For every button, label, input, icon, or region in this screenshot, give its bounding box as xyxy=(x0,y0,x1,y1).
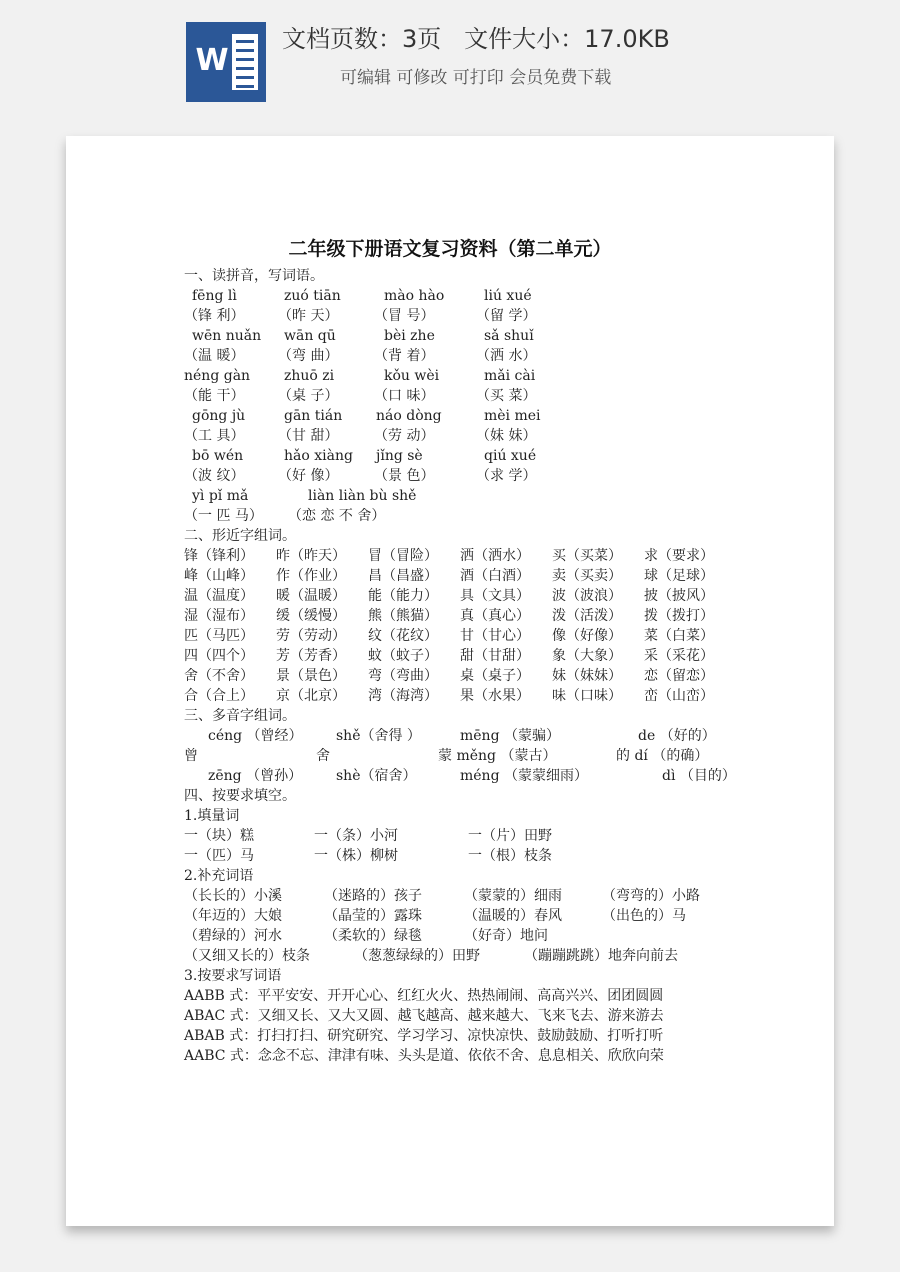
polyphone-word: 蒙 měng （蒙古） xyxy=(438,748,557,764)
pinyin: wēn nuǎn xyxy=(192,328,262,344)
pinyin: mào hào xyxy=(384,288,445,304)
phrase: （出色的）马 xyxy=(602,908,686,924)
word: （桌 子） xyxy=(278,388,339,404)
phrase: （又细又长的）枝条 xyxy=(184,948,310,964)
pinyin-row xyxy=(184,406,724,426)
word: （冒 号） xyxy=(374,308,435,324)
pinyin: kǒu wèi xyxy=(384,368,440,384)
word-pattern-line: ABAB 式：打扫打扫、研究研究、学习学习、凉快凉快、鼓励鼓励、打听打听 xyxy=(184,1028,664,1044)
pinyin: néng gàn xyxy=(184,368,251,384)
section-heading: 四、按要求填空。 xyxy=(184,788,296,804)
similar-char-word: 妹（妹妹） xyxy=(552,668,622,684)
pinyin-row xyxy=(184,486,724,506)
pinyin-row xyxy=(184,286,724,306)
similar-char-word: 真（真心） xyxy=(460,608,530,624)
similar-char-word: 泼（活泼） xyxy=(552,608,622,624)
pinyin-row xyxy=(184,446,724,466)
similar-char-word: 劳（劳动） xyxy=(276,628,346,644)
similar-char-row xyxy=(184,666,724,686)
word-row xyxy=(184,386,724,406)
phrase: （葱葱绿绿的）田野 xyxy=(354,948,480,964)
similar-char-word: 能（能力） xyxy=(368,588,438,604)
polyphone-row xyxy=(184,726,724,746)
similar-char-word: 景（景色） xyxy=(276,668,346,684)
similar-char-word: 恋（留恋） xyxy=(644,668,714,684)
similar-char-word: 舍（不舍） xyxy=(184,668,254,684)
polyphone-row xyxy=(184,766,736,786)
pinyin: jǐng sè xyxy=(376,448,423,464)
measure-word-row xyxy=(184,846,724,866)
phrase-row xyxy=(184,886,724,906)
similar-char-word: 弯（弯曲） xyxy=(368,668,438,684)
similar-char-row xyxy=(184,606,724,626)
similar-char-row xyxy=(184,546,724,566)
similar-char-word: 像（好像） xyxy=(552,628,622,644)
phrase: （蒙蒙的）细雨 xyxy=(464,888,562,904)
pinyin: náo dòng xyxy=(376,408,442,424)
similar-char-word: 味（口味） xyxy=(552,688,622,704)
word: （劳 动） xyxy=(374,428,435,444)
word: （求 学） xyxy=(476,468,537,484)
pinyin: hǎo xiàng xyxy=(284,448,353,464)
polyphone-char: 舍 xyxy=(316,748,330,764)
phrase-row xyxy=(184,946,724,966)
similar-char-row xyxy=(184,566,724,586)
word-row xyxy=(184,306,724,326)
similar-char-word: 采（采花） xyxy=(644,648,714,664)
pinyin: liàn liàn bù shě xyxy=(308,488,417,504)
pinyin: wān qū xyxy=(284,328,336,344)
similar-char-word: 卖（买卖） xyxy=(552,568,622,584)
word-letter: W xyxy=(192,38,232,84)
similar-char-word: 京（北京） xyxy=(276,688,346,704)
polyphone-word: shè（宿舍） xyxy=(336,768,417,784)
pinyin: bō wén xyxy=(192,448,244,464)
similar-char-word: 锋（锋利） xyxy=(184,548,254,564)
polyphone-word: 的 dí （的确） xyxy=(616,748,709,764)
word: （工 具） xyxy=(184,428,245,444)
polyphone-word: méng （蒙蒙细雨） xyxy=(460,768,588,784)
similar-char-word: 洒（洒水） xyxy=(460,548,530,564)
word-row xyxy=(184,346,724,366)
word-row xyxy=(184,426,724,446)
similar-char-word: 昨（昨天） xyxy=(276,548,346,564)
word-row xyxy=(184,466,724,486)
phrase: （弯弯的）小路 xyxy=(602,888,700,904)
phrase: （温暖的）春风 xyxy=(464,908,562,924)
similar-char-word: 暖（温暖） xyxy=(276,588,346,604)
word: （口 味） xyxy=(374,388,435,404)
subsection-heading: 1.填量词 xyxy=(184,808,240,824)
phrase: （晶莹的）露珠 xyxy=(324,908,422,924)
word: （一 匹 马） xyxy=(184,508,263,524)
phrase: （好奇）地问 xyxy=(464,928,548,944)
document-title: 二年级下册语文复习资料（第二单元） xyxy=(288,238,612,260)
polyphone-row xyxy=(184,746,724,766)
word-pattern-line: AABB 式：平平安安、开开心心、红红火火、热热闹闹、高高兴兴、团团圆圆 xyxy=(184,988,664,1004)
pinyin: zuó tiān xyxy=(284,288,341,304)
similar-char-word: 求（要求） xyxy=(644,548,714,564)
pinyin: mǎi cài xyxy=(484,368,536,384)
similar-char-word: 合（合上） xyxy=(184,688,254,704)
measure-word: 一（根）枝条 xyxy=(468,848,552,864)
similar-char-word: 冒（冒险） xyxy=(368,548,438,564)
word: （洒 水） xyxy=(476,348,537,364)
measure-word: 一（条）小河 xyxy=(314,828,398,844)
polyphone-word: de （好的） xyxy=(638,728,716,744)
measure-word-row xyxy=(184,826,724,846)
document-meta-subtitle: 可编辑 可修改 可打印 会员免费下载 xyxy=(340,68,612,88)
similar-char-word: 甘（甘心） xyxy=(460,628,530,644)
document-page xyxy=(66,136,834,1226)
measure-word: 一（片）田野 xyxy=(468,828,552,844)
word: （能 干） xyxy=(184,388,245,404)
polyphone-word: shě（舍得 ） xyxy=(336,728,421,744)
word: （买 菜） xyxy=(476,388,537,404)
polyphone-char: 曾 xyxy=(184,748,198,764)
word: （昨 天） xyxy=(278,308,339,324)
phrase: （长长的）小溪 xyxy=(184,888,282,904)
similar-char-word: 甜（甘甜） xyxy=(460,648,530,664)
subsection-heading: 2.补充词语 xyxy=(184,868,254,884)
phrase: （碧绿的）河水 xyxy=(184,928,282,944)
word-pattern-line: AABC 式：念念不忘、津津有味、头头是道、依依不舍、息息相关、欣欣向荣 xyxy=(184,1048,664,1064)
similar-char-word: 峦（山峦） xyxy=(644,688,714,704)
section-heading: 三、多音字组词。 xyxy=(184,708,296,724)
similar-char-word: 熊（熊猫） xyxy=(368,608,438,624)
similar-char-word: 波（波浪） xyxy=(552,588,622,604)
polyphone-word: dì （目的） xyxy=(662,768,736,784)
pinyin: liú xué xyxy=(484,288,532,304)
similar-char-word: 具（文具） xyxy=(460,588,530,604)
pinyin: fēng lì xyxy=(192,288,237,304)
similar-char-word: 温（温度） xyxy=(184,588,254,604)
document-meta-title: 文档页数：3页 文件大小：17.0KB xyxy=(282,25,670,53)
word: （温 暖） xyxy=(184,348,245,364)
word: （景 色） xyxy=(374,468,435,484)
word-row xyxy=(184,506,724,526)
similar-char-word: 匹（马匹） xyxy=(184,628,254,644)
pinyin: sǎ shuǐ xyxy=(484,328,534,344)
word: （锋 利） xyxy=(184,308,245,324)
pinyin-row xyxy=(184,326,724,346)
polyphone-word: mēng （蒙骗） xyxy=(460,728,560,744)
similar-char-word: 作（作业） xyxy=(276,568,346,584)
similar-char-word: 果（水果） xyxy=(460,688,530,704)
word: （留 学） xyxy=(476,308,537,324)
pinyin: gōng jù xyxy=(192,408,246,424)
similar-char-word: 桌（桌子） xyxy=(460,668,530,684)
word: （恋 恋 不 舍） xyxy=(288,508,386,524)
polyphone-word: zēng （曾孙） xyxy=(208,768,303,784)
phrase: （蹦蹦跳跳）地奔向前去 xyxy=(524,948,678,964)
pinyin: gān tián xyxy=(284,408,343,424)
word-document-icon xyxy=(186,22,266,102)
subsection-heading: 3.按要求写词语 xyxy=(184,968,282,984)
similar-char-word: 湿（湿布） xyxy=(184,608,254,624)
pinyin: bèi zhe xyxy=(384,328,435,344)
similar-char-word: 拨（拨打） xyxy=(644,608,714,624)
pinyin: qiú xué xyxy=(484,448,537,464)
similar-char-word: 缓（缓慢） xyxy=(276,608,346,624)
similar-char-row xyxy=(184,626,724,646)
similar-char-word: 蚊（蚊子） xyxy=(368,648,438,664)
similar-char-word: 纹（花纹） xyxy=(368,628,438,644)
phrase-row xyxy=(184,906,724,926)
phrase-row xyxy=(184,926,724,946)
phrase: （柔软的）绿毯 xyxy=(324,928,422,944)
similar-char-word: 买（买菜） xyxy=(552,548,622,564)
phrase: （迷路的）孩子 xyxy=(324,888,422,904)
similar-char-word: 象（大象） xyxy=(552,648,622,664)
similar-char-word: 披（披风） xyxy=(644,588,714,604)
similar-char-word: 峰（山峰） xyxy=(184,568,254,584)
similar-char-word: 菜（白菜） xyxy=(644,628,714,644)
similar-char-word: 四（四个） xyxy=(184,648,254,664)
section-heading: 二、形近字组词。 xyxy=(184,528,296,544)
similar-char-row xyxy=(184,686,724,706)
measure-word: 一（块）糕 xyxy=(184,828,254,844)
similar-char-word: 芳（芳香） xyxy=(276,648,346,664)
similar-char-row xyxy=(184,586,724,606)
document-content xyxy=(184,266,736,1066)
pinyin: mèi mei xyxy=(484,408,541,424)
word: （背 着） xyxy=(374,348,435,364)
measure-word: 一（匹）马 xyxy=(184,848,254,864)
measure-word: 一（株）柳树 xyxy=(314,848,398,864)
word-pattern-line: ABAC 式：又细又长、又大又圆、越飞越高、越来越大、飞来飞去、游来游去 xyxy=(184,1008,664,1024)
similar-char-word: 湾（海湾） xyxy=(368,688,438,704)
word: （甘 甜） xyxy=(278,428,339,444)
phrase: （年迈的）大娘 xyxy=(184,908,282,924)
similar-char-row xyxy=(184,646,724,666)
similar-char-word: 球（足球） xyxy=(644,568,714,584)
document-info-header xyxy=(0,0,900,120)
section-heading: 一、读拼音，写词语。 xyxy=(184,268,324,284)
word: （妹 妹） xyxy=(476,428,537,444)
word: （波 纹） xyxy=(184,468,245,484)
word: （弯 曲） xyxy=(278,348,339,364)
word: （好 像） xyxy=(278,468,339,484)
similar-char-word: 酒（白酒） xyxy=(460,568,530,584)
pinyin: zhuō zi xyxy=(284,368,335,384)
similar-char-word: 昌（昌盛） xyxy=(368,568,438,584)
pinyin-row xyxy=(184,366,724,386)
polyphone-word: céng （曾经） xyxy=(208,728,303,744)
pinyin: yì pǐ mǎ xyxy=(192,488,249,504)
